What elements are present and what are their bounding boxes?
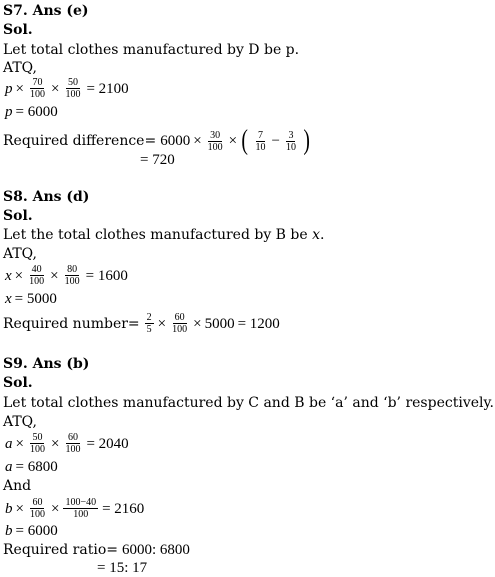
equation-rhs: = 6000 [15, 523, 58, 539]
s8-heading: S8. Ans (d) [3, 189, 90, 205]
numerator: 60 [67, 432, 78, 443]
s8-equation-1 [5, 264, 128, 287]
numerator: 60 [174, 312, 185, 323]
s8-atq: ATQ, [3, 246, 37, 262]
denominator: 100 [73, 509, 89, 520]
times-sign: × [193, 315, 202, 332]
equation-rhs: = 1600 [85, 267, 128, 284]
times-sign: × [157, 315, 167, 332]
fraction [63, 77, 82, 100]
times-sign: × [50, 267, 59, 284]
numerator: 70 [32, 77, 43, 88]
numerator: 50 [32, 432, 43, 443]
fraction [27, 264, 46, 287]
fraction [28, 497, 47, 520]
denominator: 5 [146, 324, 152, 335]
fraction [63, 264, 82, 287]
s8-required-number [3, 312, 280, 335]
denominator: 100 [207, 141, 223, 153]
s7-equation-2 [5, 103, 58, 121]
variable: p [5, 80, 13, 97]
equation-rhs: = 2100 [86, 80, 129, 97]
times-sign: × [228, 133, 238, 149]
times-sign: × [50, 500, 60, 517]
fraction [145, 312, 154, 335]
s7-sol-label: Sol. [3, 22, 33, 38]
s9-equation-2 [5, 458, 58, 476]
number: 5000 [204, 315, 235, 332]
variable: a [5, 435, 13, 452]
numerator: 60 [32, 497, 43, 508]
equation-rhs: = 1200 [237, 315, 280, 332]
required-label: Required number= [3, 315, 140, 332]
numerator: 40 [31, 264, 42, 275]
s9-equation-4 [5, 522, 58, 540]
s7-result: = 720 [140, 152, 175, 168]
equation-rhs: = 2160 [102, 500, 145, 517]
s9-equation-3 [5, 497, 144, 520]
s7-atq: ATQ, [3, 60, 37, 76]
number: 6000 [160, 133, 191, 149]
required-value: 6000: 6800 [121, 542, 190, 558]
required-expression [144, 312, 280, 335]
s9-equation-1 [5, 432, 129, 455]
variable: b [5, 500, 13, 517]
numerator: 2 [146, 312, 152, 323]
numerator: 100−40 [65, 497, 97, 508]
s9-and: And [3, 478, 32, 494]
variable: b [5, 523, 13, 539]
s9-required-ratio [3, 541, 190, 559]
times-sign: × [14, 267, 24, 284]
equation-rhs: = 6000 [15, 104, 58, 120]
right-paren: ) [303, 125, 310, 156]
times-sign: × [193, 133, 202, 149]
intro-end: . [320, 227, 325, 243]
fraction [284, 130, 298, 153]
s9-intro: Let total clothes manufactured by C and B be ‘a’ and ‘b’ respectively. [3, 395, 494, 411]
s8-intro [3, 226, 324, 244]
fraction [63, 432, 82, 455]
times-sign: × [50, 80, 60, 97]
required-label: Required difference= [3, 133, 157, 149]
fraction [28, 432, 47, 455]
denominator: 100 [65, 444, 81, 455]
variable: x [5, 291, 12, 307]
s7-equation-1 [5, 77, 129, 100]
variable: x [5, 267, 12, 284]
fraction [28, 77, 47, 100]
s8-sol-label: Sol. [3, 208, 33, 224]
equation-rhs: = 5000 [14, 291, 57, 307]
fraction [206, 130, 225, 153]
required-expression [160, 127, 311, 155]
numerator: 7 [257, 129, 263, 141]
times-sign: × [15, 500, 24, 517]
denominator: 10 [285, 141, 296, 153]
fraction [63, 497, 98, 520]
numerator: 3 [288, 129, 294, 141]
s9-sol-label: Sol. [3, 375, 33, 391]
intro-variable: x [312, 227, 321, 243]
numerator: 30 [210, 129, 221, 141]
denominator: 100 [172, 324, 188, 335]
times-sign: × [50, 435, 60, 452]
times-sign: × [15, 435, 24, 452]
s8-equation-2 [5, 290, 57, 308]
fraction [170, 312, 189, 335]
fraction [253, 130, 267, 153]
s9-result: = 15: 17 [97, 560, 148, 576]
times-sign: × [15, 80, 24, 97]
numerator: 80 [67, 264, 78, 275]
variable: p [5, 104, 13, 120]
denominator: 100 [29, 89, 45, 100]
denominator: 100 [29, 509, 45, 520]
denominator: 100 [29, 444, 45, 455]
variable: a [5, 459, 13, 475]
numerator: 50 [67, 77, 78, 88]
equation-rhs: = 6800 [15, 459, 58, 475]
intro-text: Let the total clothes manufactured by B be [3, 227, 313, 243]
denominator: 100 [65, 89, 81, 100]
denominator: 10 [255, 141, 266, 153]
s7-intro: Let total clothes manufactured by D be p. [3, 42, 300, 58]
denominator: 100 [29, 276, 45, 287]
minus-sign: − [271, 133, 280, 149]
left-paren: ( [241, 125, 249, 156]
denominator: 100 [64, 276, 80, 287]
s7-heading: S7. Ans (e) [3, 3, 89, 19]
equation-rhs: = 2040 [86, 435, 129, 452]
s9-heading: S9. Ans (b) [3, 356, 90, 372]
s9-atq: ATQ, [3, 414, 37, 430]
required-label: Required ratio= [3, 542, 118, 558]
